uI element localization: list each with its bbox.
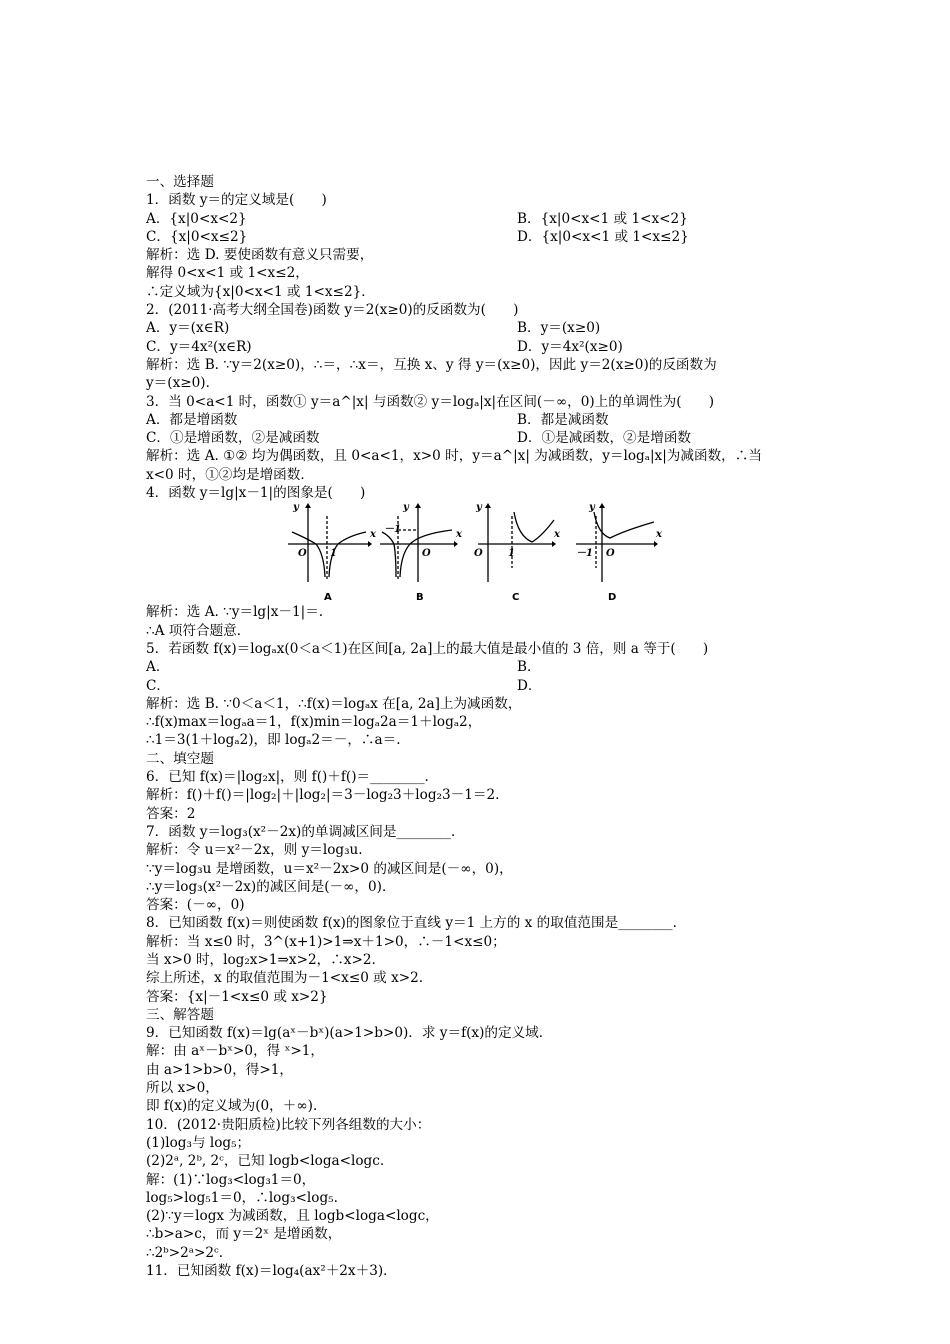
- q1-options-row2: [146, 228, 826, 246]
- question-5: 5．若函数 f(x)＝logₐx(0＜a＜1)在区间[a, 2a]上的最大值是最小值的 3 倍，则 a 等于( ): [146, 640, 709, 657]
- answer-line: 答案：(－∞，0): [146, 897, 245, 914]
- q2-options-row2: [146, 338, 826, 356]
- question-4: 4．函数 y＝lg|x－1|的图象是( ): [146, 485, 366, 502]
- solution-line: 解：由 aˣ－bˣ>0，得 ˣ>1，: [146, 1043, 324, 1060]
- solution-line: 解析：选 A. ∵y＝lg|x－1|＝.: [146, 604, 324, 621]
- q2-option-c: C．y＝4x²(x∈R): [146, 338, 252, 355]
- graph-c-x-axis: x: [554, 529, 560, 541]
- solution-line: ∴A 项符合题意．: [146, 622, 251, 639]
- q1-option-b: B．{x|0<x<1 或 1<x<2}: [517, 210, 688, 227]
- question-9: 9．已知函数 f(x)＝lg(aˣ－bˣ)(a>1>b>0)．求 y＝f(x)的定义域．: [146, 1025, 553, 1042]
- solution-line: 解析：选 B. ∵y＝2(x≥0)，∴＝，∴x＝，互换 x、y 得 y＝(x≥0)，因此 y＝2(x≥0)的反函数为: [146, 356, 717, 373]
- graph-label-b: B: [416, 592, 424, 604]
- graph-options-figure: [146, 502, 826, 603]
- solution-line: 解：(1)∵log₃<log₃1＝0，: [146, 1171, 316, 1188]
- solution-line: 当 x>0 时，log₂x>1⇒x>2，∴x>2.: [146, 951, 376, 968]
- graph-a-y-axis: y: [293, 502, 299, 514]
- solution-line: 即 f(x)的定义域为(0，＋∞)．: [146, 1098, 327, 1115]
- solution-line: ∴1＝3(1＋logₐ2)，即 logₐ2＝－，∴a＝.: [146, 732, 401, 749]
- solution-line: ∴f(x)max＝logₐa＝1，f(x)min＝logₐ2a＝1＋logₐ2，: [146, 714, 482, 731]
- section-heading: 二、填空题: [146, 750, 214, 767]
- q3-option-b: B．都是减函数: [517, 411, 609, 428]
- solution-line: ∴定义域为{x|0<x<1 或 1<x≤2}．: [146, 283, 375, 300]
- graph-b-origin: O: [422, 548, 431, 560]
- q2-option-a: A．y＝(x∈R): [146, 320, 230, 337]
- solution-line: log₅>log₅1＝0，∴log₃<log₅.: [146, 1189, 338, 1206]
- question-3: 3．当 0<a<1 时，函数① y＝a^|x| 与函数② y＝logₐ|x|在区间(－∞，0)上的单调性为( ): [146, 393, 715, 410]
- solution-line: 解析：f()＋f()＝|log₂|＋|log₂|＝3－log₂3＋log₂3－1＝2.: [146, 787, 500, 804]
- graph-options-svg: [286, 502, 666, 603]
- solution-line: 所以 x>0，: [146, 1080, 219, 1097]
- q3-options-row2: [146, 429, 826, 447]
- question-10-part: (1)log₃与 log₅；: [146, 1134, 251, 1151]
- solution-line: 解析：令 u＝x²－2x，则 y＝log₃u.: [146, 842, 363, 859]
- graph-label-a: A: [324, 592, 332, 604]
- q5-option-a: A．: [146, 659, 170, 676]
- question-2: 2．(2011·高考大纲全国卷)函数 y＝2(x≥0)的反函数为( ): [146, 302, 519, 319]
- graph-a-x-axis: x: [370, 529, 376, 541]
- graph-c-tick: 1: [508, 548, 515, 560]
- question-8: 8．已知函数 f(x)＝则使函数 f(x)的图象位于直线 y＝1 上方的 x 的取值范围是________.: [146, 915, 677, 932]
- solution-line: ∴2ᵇ>2ᵃ>2ᶜ.: [146, 1244, 224, 1261]
- question-1: 1．函数 y＝的定义域是( ): [146, 192, 327, 209]
- q3-option-d: D．①是减函数，②是增函数: [517, 430, 692, 447]
- graph-label-d: D: [608, 592, 617, 604]
- document-page: [146, 173, 826, 1280]
- solution-line: (2)∵y＝logx 为减函数，且 logb<loga<logc，: [146, 1208, 439, 1225]
- graph-b-tick: －1: [384, 524, 401, 536]
- solution-line: 解析：选 B. ∵0＜a＜1，∴f(x)＝logₐx 在[a, 2a]上为减函数，: [146, 695, 522, 712]
- solution-line: 解析：当 x≤0 时，3^(x+1)>1⇒x＋1>0，∴－1<x≤0；: [146, 933, 506, 950]
- solution-line: ∴y＝log₃(x²－2x)的减区间是(－∞，0)．: [146, 878, 396, 895]
- solution-line: 综上所述，x 的取值范围为－1<x≤0 或 x>2.: [146, 970, 424, 987]
- solution-line: 由 a>1>b>0，得>1，: [146, 1061, 294, 1078]
- q5-option-d: D．: [517, 677, 542, 694]
- q1-option-c: C．{x|0<x≤2}: [146, 228, 248, 245]
- q3-options-row1: [146, 411, 826, 429]
- solution-line: ∵y＝log₃u 是增函数，u＝x²－2x>0 的减区间是(－∞，0)，: [146, 860, 513, 877]
- answer-line: 答案：{x|－1<x≤0 或 x>2}: [146, 988, 328, 1005]
- solution-line: 解得 0<x<1 或 1<x≤2，: [146, 265, 309, 282]
- graph-d-y-axis: y: [589, 502, 595, 514]
- graph-d-tick: －1: [576, 548, 593, 560]
- graph-a-tick: 1: [330, 548, 337, 560]
- q3-option-a: A．都是增函数: [146, 411, 238, 428]
- q2-option-b: B．y＝(x≥0): [517, 320, 601, 337]
- solution-line: 解析：选 D. 要使函数有意义只需要，: [146, 247, 374, 264]
- question-10: 10．(2012·贵阳质检)比较下列各组数的大小：: [146, 1116, 431, 1133]
- q2-options-row1: [146, 319, 826, 337]
- question-6: 6．已知 f(x)＝|log₂x|，则 f()＋f()＝________.: [146, 769, 429, 786]
- solution-line: y＝(x≥0)．: [146, 375, 220, 392]
- graph-c-y-axis: y: [476, 502, 482, 514]
- q2-option-d: D．y＝4x²(x≥0): [517, 338, 623, 355]
- graph-c-origin: O: [474, 548, 483, 560]
- graph-a-origin: O: [298, 548, 307, 560]
- solution-line: 解析：选 A. ①② 均为偶函数，且 0<a<1，x>0 时，y＝a^|x| 为减函数，y＝logₐ|x|为减函数，∴当: [146, 448, 762, 465]
- graph-label-c: C: [512, 592, 520, 604]
- solution-line: ∴b>a>c，而 y＝2ˣ 是增函数，: [146, 1226, 342, 1243]
- q5-options-row2: [146, 677, 826, 695]
- q1-options-row1: [146, 210, 826, 228]
- answer-line: 答案：2: [146, 805, 196, 822]
- question-10-part: (2)2ᵃ, 2ᵇ, 2ᶜ，已知 logb<loga<logc.: [146, 1153, 385, 1170]
- graph-b-x-axis: x: [456, 529, 462, 541]
- graph-b-y-axis: y: [403, 502, 409, 514]
- solution-line: x<0 时，①②均是增函数．: [146, 466, 314, 483]
- q5-option-c: C．: [146, 677, 170, 694]
- graph-d-origin: O: [606, 548, 615, 560]
- graph-d-x-axis: x: [656, 529, 662, 541]
- question-7: 7．函数 y＝log₃(x²－2x)的单调减区间是________.: [146, 823, 456, 840]
- q1-option-a: A．{x|0<x<2}: [146, 210, 247, 227]
- q1-option-d: D．{x|0<x<1 或 1<x≤2}: [517, 228, 689, 245]
- q3-option-c: C．①是增函数，②是减函数: [146, 430, 320, 447]
- question-11: 11．已知函数 f(x)＝log₄(ax²＋2x＋3)．: [146, 1263, 397, 1280]
- section-heading: 一、选择题: [146, 174, 214, 190]
- q5-options-row1: [146, 658, 826, 676]
- section-heading: 三、解答题: [146, 1006, 214, 1023]
- q5-option-b: B．: [517, 659, 541, 676]
